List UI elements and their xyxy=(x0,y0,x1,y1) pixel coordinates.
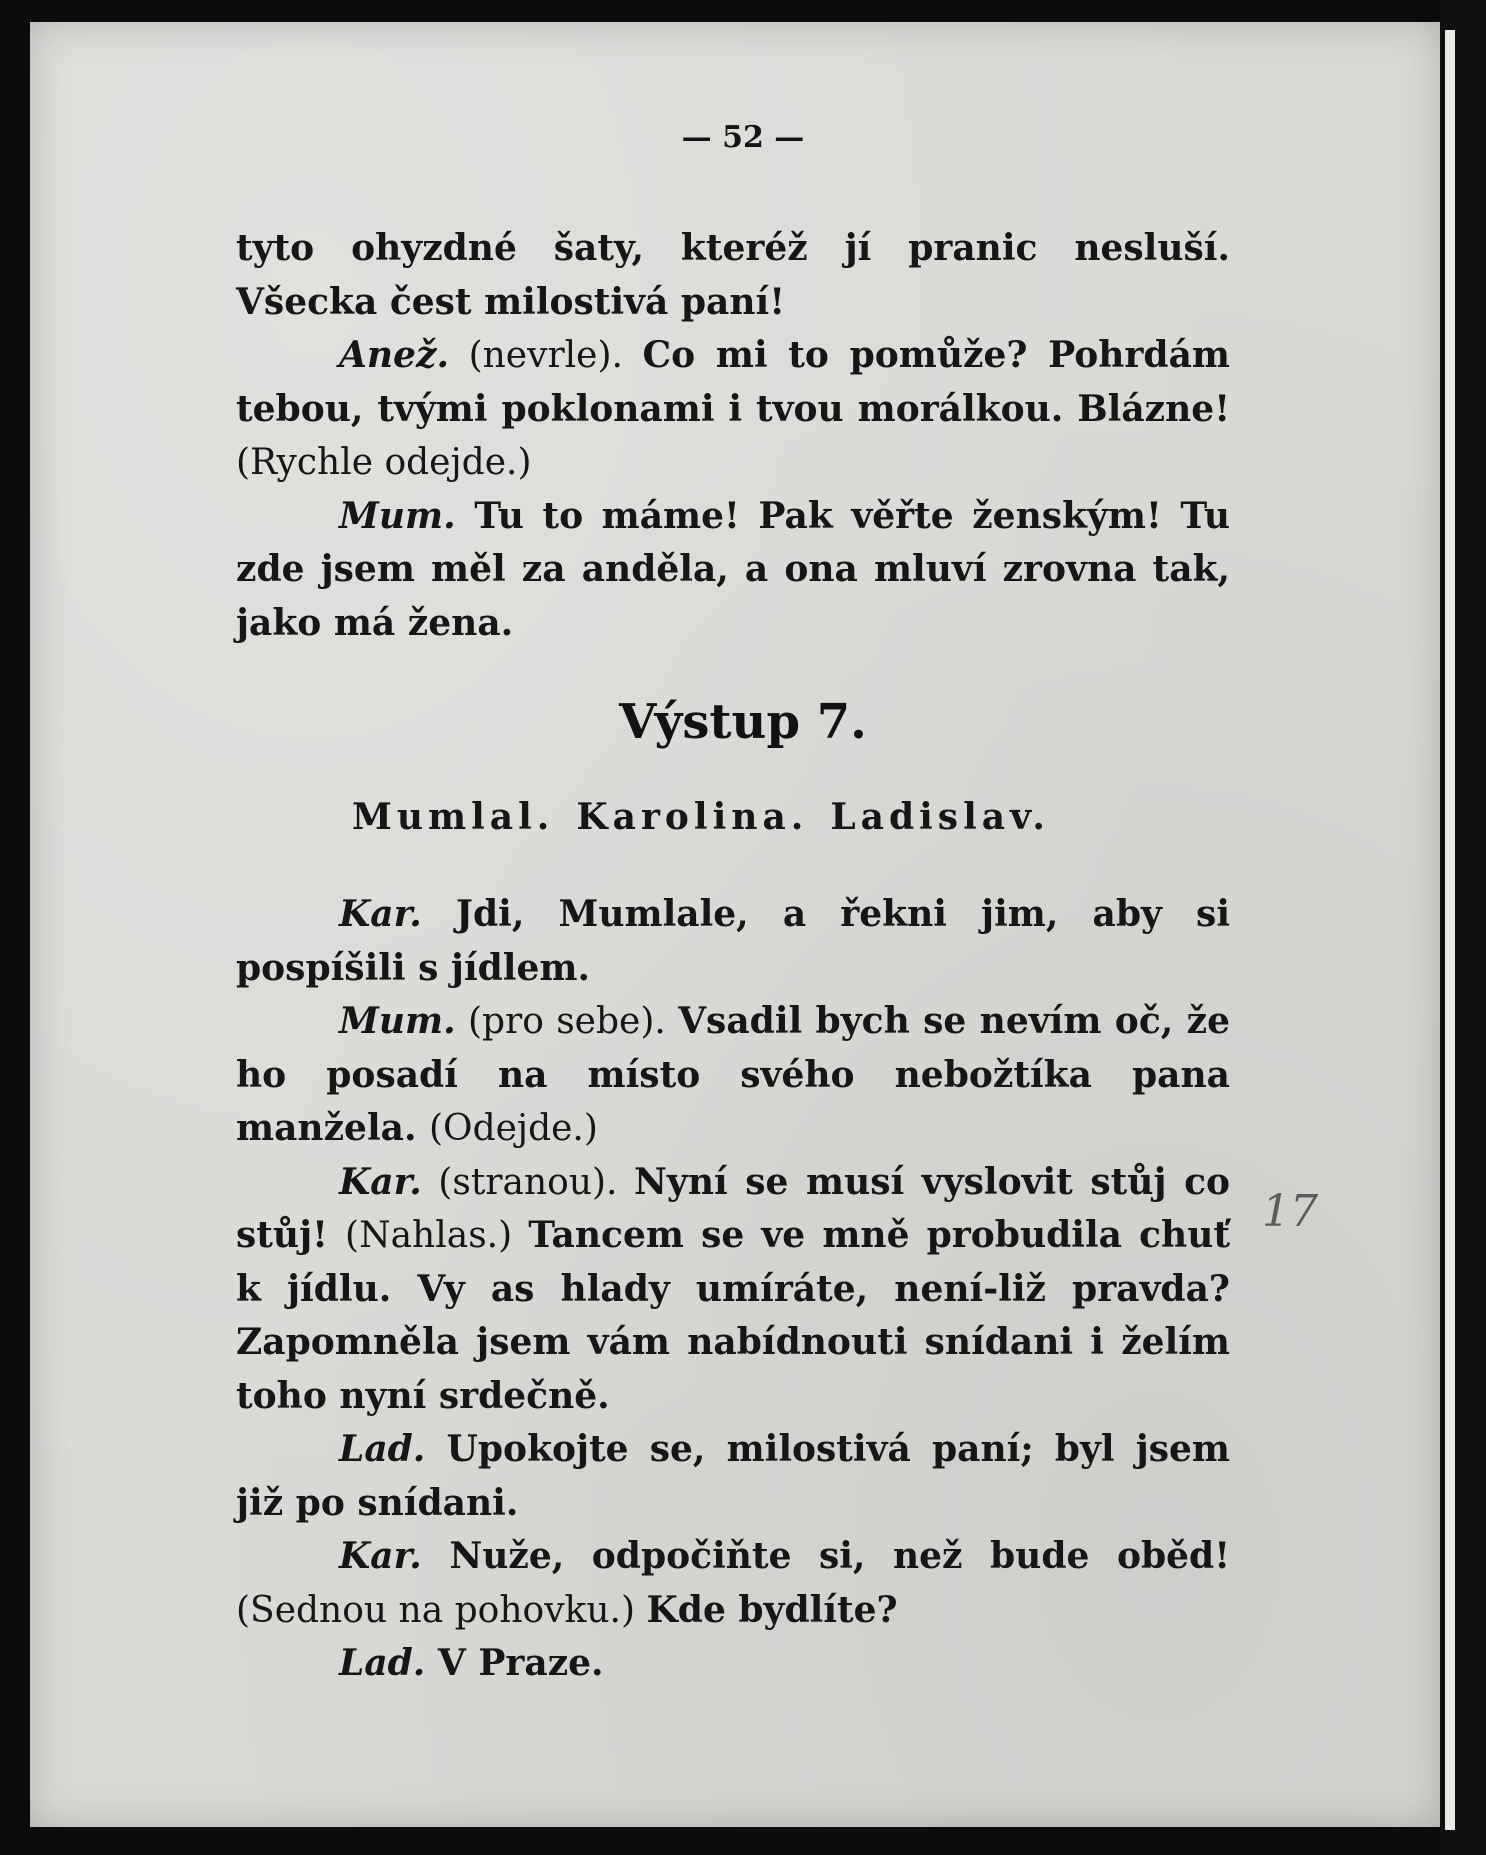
cast-member: Mumlal. xyxy=(352,796,555,838)
dialogue-text: V Praze. xyxy=(425,1642,604,1684)
dialogue-paragraph xyxy=(236,995,1230,1156)
dialogue-paragraph xyxy=(236,1637,1230,1691)
dialogue-text: Nyní se musí vyslovit stůj co stůj! xyxy=(236,1160,1231,1256)
speaker-name: Mum. xyxy=(339,494,456,537)
stage-direction: (nevrle). xyxy=(449,335,643,376)
dialogue-text: Jdi, Mumlale, a řekni jim, aby si pospíšili s jídlem. xyxy=(236,893,1230,989)
dialogue-block-1 xyxy=(236,222,1230,650)
cast-member: Ladislav. xyxy=(830,796,1050,838)
dialogue-text: Kde bydlíte? xyxy=(646,1588,898,1631)
scene-heading: Výstup 7. xyxy=(619,694,867,750)
speaker-name: Kar. xyxy=(339,1535,422,1577)
dialogue-paragraph xyxy=(236,490,1230,651)
dialogue-paragraph xyxy=(236,222,1230,329)
stage-direction: (pro sebe). xyxy=(455,1001,679,1042)
speaker-name: Lad. xyxy=(339,1428,426,1470)
dialogue-block-2 xyxy=(236,888,1230,1691)
dialogue-text: tyto ohyzdné šaty, kteréž jí pranic nesluší. Všecka čest milostivá paní! xyxy=(236,227,1230,323)
speaker-name: Lad. xyxy=(339,1642,426,1684)
cast-list xyxy=(352,796,1072,838)
dialogue-paragraph xyxy=(236,329,1230,490)
dialogue-text: Nuže, odpočiňte si, než bude oběd! xyxy=(421,1535,1230,1577)
dialogue-text: Tancem se ve mně probudila chuť k jídlu. Vy as hlady umíráte, není-liž pravda? Zapomněla jsem vám nabídnouti snídani i želím toho nyní srdečně. xyxy=(236,1214,1230,1417)
dialogue-paragraph xyxy=(236,1423,1230,1530)
stage-direction: (Odejde.) xyxy=(429,1108,598,1149)
stage-direction: (Nahlas.) xyxy=(345,1215,529,1256)
speaker-name: Kar. xyxy=(339,893,422,935)
handwritten-margin-note: 17 xyxy=(1262,1186,1318,1237)
dialogue-text: Co mi to pomůže? Pohrdám tebou, tvými poklonami i tvou morálkou. Blázne! xyxy=(236,334,1230,430)
speaker-name: Kar. xyxy=(339,1160,422,1203)
dialogue-paragraph xyxy=(236,1156,1230,1424)
stage-direction: (Rychle odejde.) xyxy=(236,442,532,483)
speaker-name: Mum. xyxy=(339,1000,456,1042)
stage-direction: (stranou). xyxy=(421,1161,634,1203)
stage-direction: (Sednou na pohovku.) xyxy=(236,1589,647,1631)
page-number: — 52 — xyxy=(681,120,805,155)
dialogue-paragraph xyxy=(236,888,1230,995)
dialogue-paragraph xyxy=(236,1530,1230,1637)
cast-member: Karolina. xyxy=(576,796,809,838)
dialogue-text: Upokojte se, milostivá paní; byl jsem již po snídani. xyxy=(236,1428,1230,1524)
page-edge-strip xyxy=(1445,30,1455,1830)
dialogue-text: Vsadil bych se nevím oč, že ho posadí na místo svého nebožtíka pana manžela. xyxy=(236,1000,1230,1149)
dialogue-text: Tu to máme! Pak věřte ženským! Tu zde jsem měl za anděla, a ona mluví zrovna tak, jako má žena. xyxy=(236,494,1230,644)
speaker-name: Anež. xyxy=(339,334,449,376)
